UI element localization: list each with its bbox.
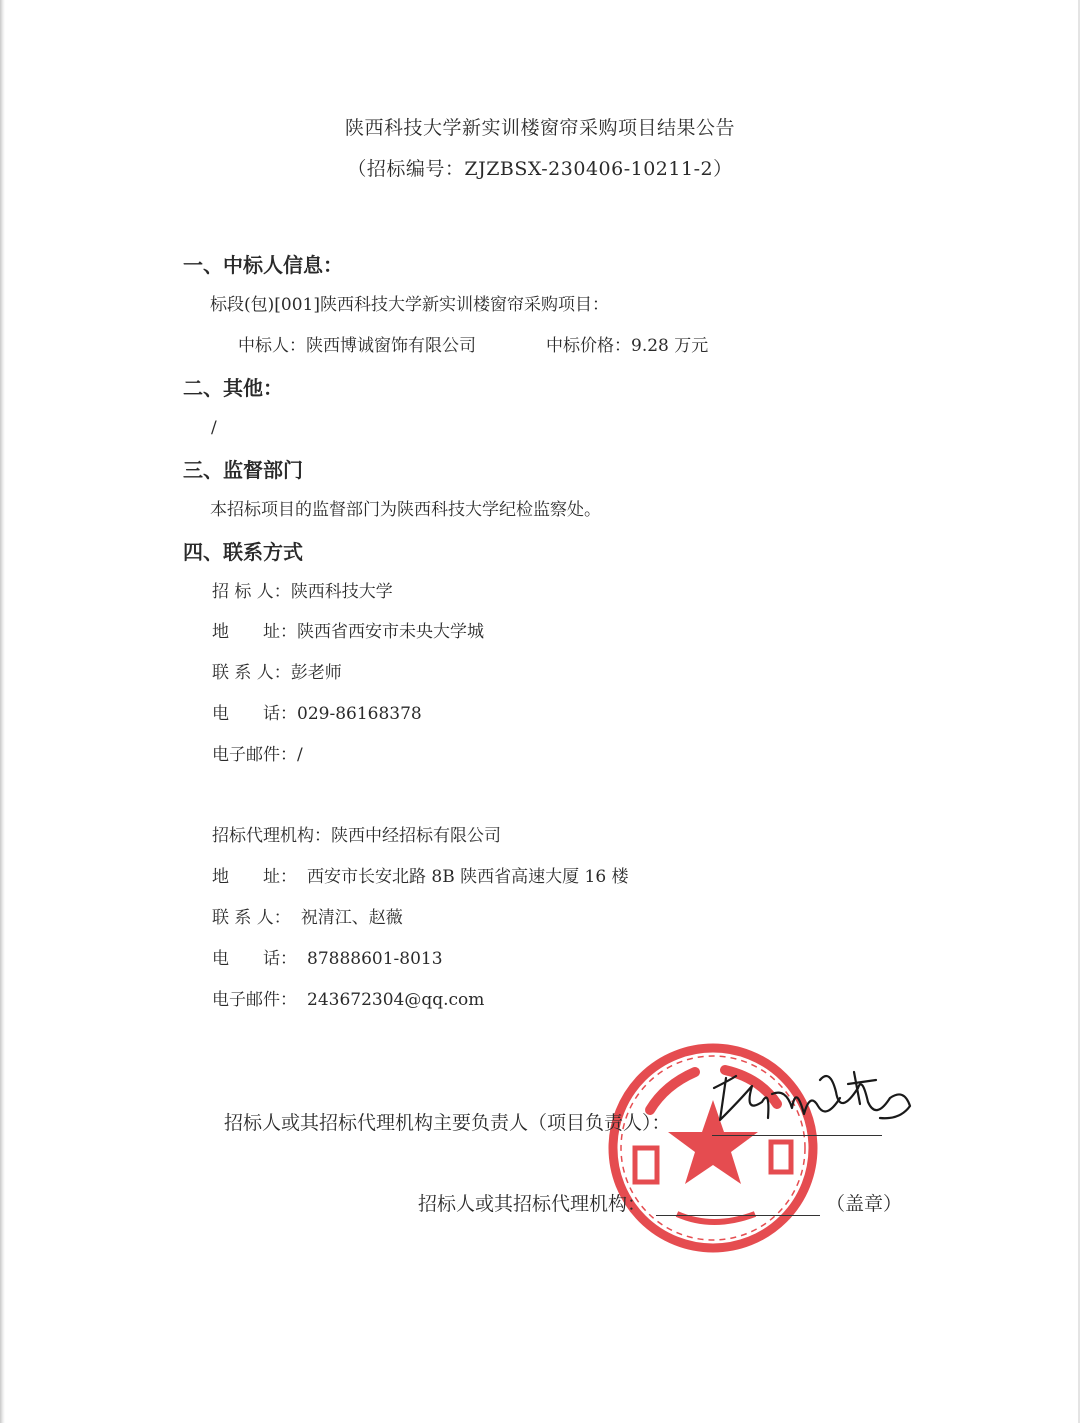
tenderer-address-row <box>212 624 484 641</box>
agency-contact-row <box>212 910 403 927</box>
other-heading: 二、其他： <box>183 376 283 400</box>
winner-row <box>238 338 476 355</box>
price-row <box>546 338 708 355</box>
handwritten-signature-icon <box>700 1058 920 1138</box>
agency-contact: 祝清江、赵薇 <box>300 908 403 928</box>
scan-edge-left <box>0 0 5 1423</box>
agency-address: 西安市长安北路 8B 陕西省高速大厦 16 楼 <box>307 867 629 887</box>
bid-number: （招标编号：ZJZBSX-230406-10211-2） <box>347 158 733 180</box>
tenderer-phone: 029-86168378 <box>297 704 422 724</box>
supervision-heading: 三、监督部门 <box>183 458 303 482</box>
agency-email: 243672304@qq.com <box>307 990 485 1010</box>
lot-line: 标段(包)[001]陕西科技大学新实训楼窗帘采购项目： <box>210 295 609 315</box>
tenderer-contact-label: 联 系 人： <box>212 663 291 683</box>
winner-name: 陕西博诚窗饰有限公司 <box>306 336 476 356</box>
tenderer-name-row <box>212 584 393 601</box>
tenderer-name: 陕西科技大学 <box>290 582 393 602</box>
other-content: / <box>211 418 217 438</box>
agency-address-row <box>212 869 629 886</box>
tenderer-address-label: 地 址： <box>212 622 297 642</box>
agency-address-label: 地 址： <box>212 867 297 887</box>
agency-email-row <box>212 992 484 1009</box>
responsible-label: 招标人或其招标代理机构主要负责人（项目负责人）： <box>224 1112 671 1134</box>
contact-heading: 四、联系方式 <box>183 540 303 564</box>
tenderer-address: 陕西省西安市未央大学城 <box>297 622 484 642</box>
agency-name-row <box>212 828 501 845</box>
agency-contact-label: 联 系 人： <box>212 908 291 928</box>
agency-phone-label: 电 话： <box>212 949 297 969</box>
tenderer-contact: 彭老师 <box>290 663 342 683</box>
agency-phone: 87888601-8013 <box>307 949 443 969</box>
price-label: 中标价格： <box>546 336 631 356</box>
tenderer-email: / <box>297 745 303 765</box>
tenderer-name-label: 招 标 人： <box>212 582 291 602</box>
agency-name-label: 招标代理机构： <box>212 826 331 846</box>
tenderer-email-label: 电子邮件： <box>212 745 297 765</box>
seal-note: （盖章） <box>826 1193 903 1215</box>
winner-heading: 一、中标人信息： <box>183 253 343 277</box>
price-value: 9.28 万元 <box>631 336 709 356</box>
agency-email-label: 电子邮件： <box>212 990 297 1010</box>
supervision-content: 本招标项目的监督部门为陕西科技大学纪检监察处。 <box>210 500 601 520</box>
agency-name: 陕西中经招标有限公司 <box>331 826 501 846</box>
org-label: 招标人或其招标代理机构： <box>418 1193 647 1215</box>
winner-label: 中标人： <box>238 336 306 356</box>
tenderer-phone-label: 电 话： <box>212 704 297 724</box>
agency-phone-row <box>212 951 443 968</box>
org-seal-line <box>656 1215 820 1216</box>
responsible-signature-line <box>712 1135 882 1136</box>
tenderer-email-row <box>212 747 303 764</box>
document-title: 陕西科技大学新实训楼窗帘采购项目结果公告 <box>344 117 735 139</box>
tenderer-phone-row <box>212 706 422 723</box>
tenderer-contact-row <box>212 665 342 682</box>
